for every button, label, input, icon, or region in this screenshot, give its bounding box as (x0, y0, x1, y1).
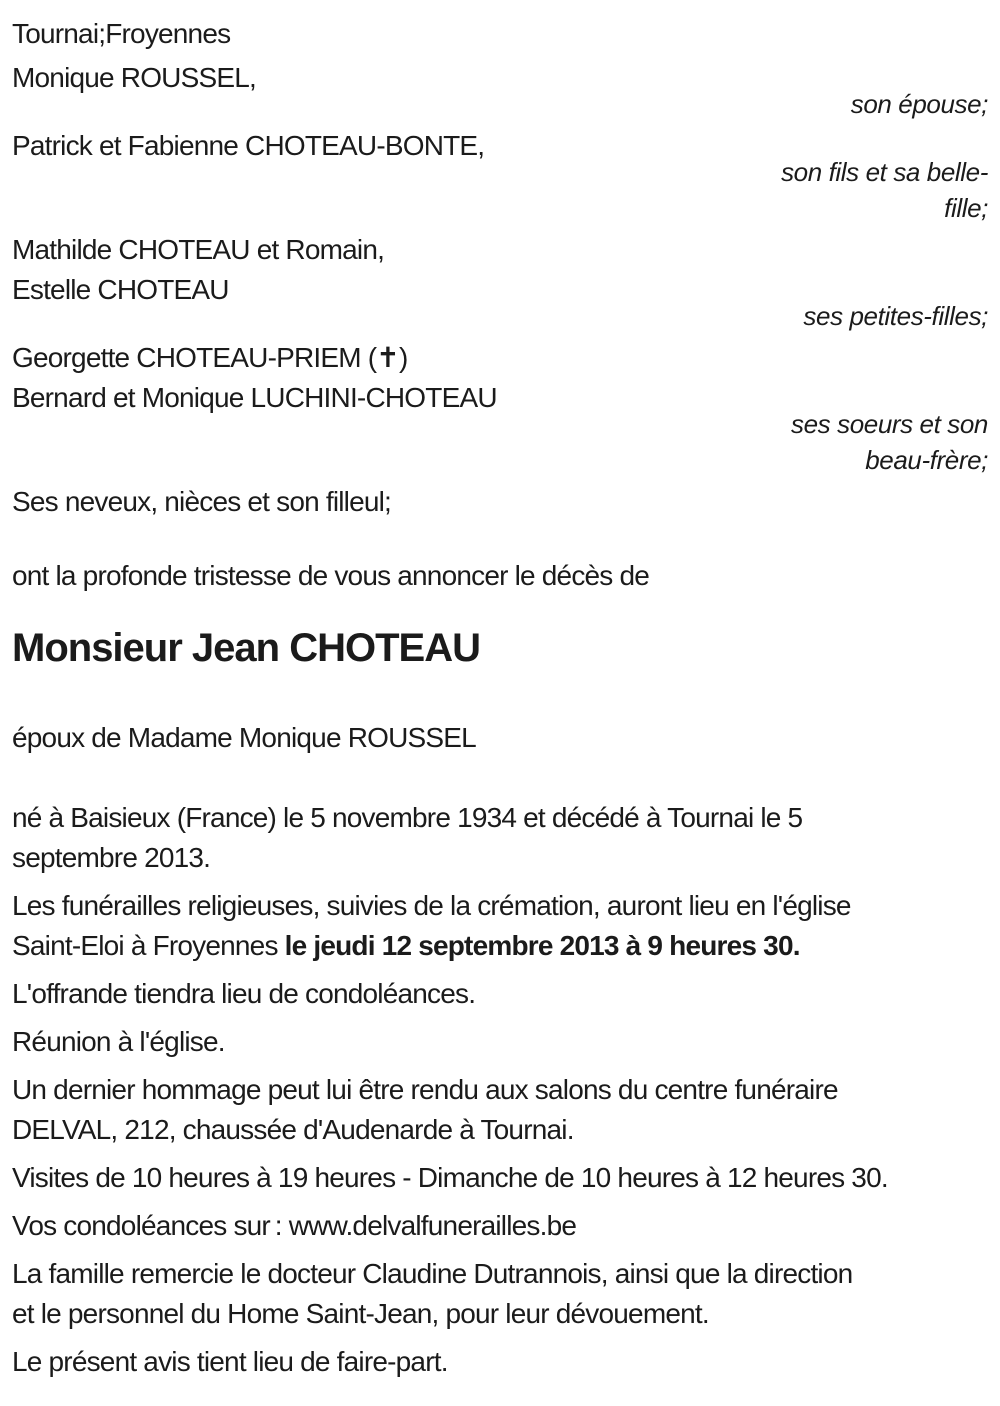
meeting-line: Réunion à l'église. (12, 1026, 225, 1057)
family-name-line: Monique ROUSSEL, (12, 62, 256, 93)
condolences-prefix: Vos condoléances sur : (12, 1210, 289, 1241)
thanks-line-2: et le personnel du Home Saint-Jean, pour leur dévouement. (12, 1298, 709, 1329)
funeral-paragraph (12, 886, 988, 966)
condolences-paragraph (12, 1206, 988, 1246)
funeral-church-text: Saint-Eloi à Froyennes (12, 930, 285, 961)
relation-line: fille; (944, 193, 988, 223)
funeral-line-2 (12, 926, 988, 966)
birth-death-paragraph (12, 798, 988, 878)
condolences-line (12, 1206, 988, 1246)
funeral-line-1: Les funérailles religieuses, suivies de la crémation, auront lieu en l'église (12, 890, 851, 921)
offering-paragraph (12, 974, 988, 1014)
family-name-line: Ses neveux, nièces et son filleul; (12, 486, 392, 517)
birth-death-line-2: septembre 2013. (12, 842, 211, 873)
homage-line-1: Un dernier hommage peut lui être rendu aux salons du centre funéraire (12, 1074, 838, 1105)
condolences-url: www.delvalfunerailles.be (288, 1210, 577, 1241)
offering-line: L'offrande tiendra lieu de condoléances. (12, 978, 476, 1009)
announcement-line: ont la profonde tristesse de vous annoncer le décès de (12, 560, 650, 591)
family-name-line: Estelle CHOTEAU (12, 274, 229, 305)
relation-line: ses petites-filles; (803, 301, 988, 331)
birth-death-line-1: né à Baisieux (France) le 5 novembre 1934 et décédé à Tournai le 5 (12, 802, 803, 833)
notice-line: Le présent avis tient lieu de faire-part. (12, 1346, 448, 1377)
relation-line: son fils et sa belle- (781, 157, 988, 187)
homage-line-2: DELVAL, 212, chaussée d'Audenarde à Tournai. (12, 1114, 574, 1145)
family-group-nephews (12, 482, 988, 522)
relation-line: beau-frère; (865, 445, 988, 475)
notice-paragraph (12, 1342, 988, 1382)
family-group-granddaughters (12, 230, 988, 334)
deceased-name-title: Monsieur Jean CHOTEAU (12, 626, 480, 670)
family-group-sisters (12, 338, 988, 478)
family-name-line: Patrick et Fabienne CHOTEAU-BONTE, (12, 130, 485, 161)
family-name-line: Bernard et Monique LUCHINI-CHOTEAU (12, 382, 497, 413)
meeting-paragraph (12, 1022, 988, 1062)
relation-line: son épouse; (850, 89, 988, 119)
visits-paragraph (12, 1158, 988, 1198)
relation-line: ses soeurs et son (791, 409, 988, 439)
thanks-paragraph (12, 1254, 988, 1334)
visits-line: Visites de 10 heures à 19 heures - Dimanche de 10 heures à 12 heures 30. (12, 1162, 888, 1193)
location-line: Tournai;Froyennes (12, 18, 231, 49)
funeral-date-bold: le jeudi 12 septembre 2013 à 9 heures 30. (284, 930, 800, 961)
family-name-line: Georgette CHOTEAU-PRIEM (✝) (12, 342, 408, 373)
homage-paragraph (12, 1070, 988, 1150)
family-group-son (12, 126, 988, 226)
family-name-line: Mathilde CHOTEAU et Romain, (12, 234, 385, 265)
family-group-spouse (12, 58, 988, 122)
thanks-line-1: La famille remercie le docteur Claudine Dutrannois, ainsi que la direction (12, 1258, 853, 1289)
spouse-line: époux de Madame Monique ROUSSEL (12, 722, 476, 753)
